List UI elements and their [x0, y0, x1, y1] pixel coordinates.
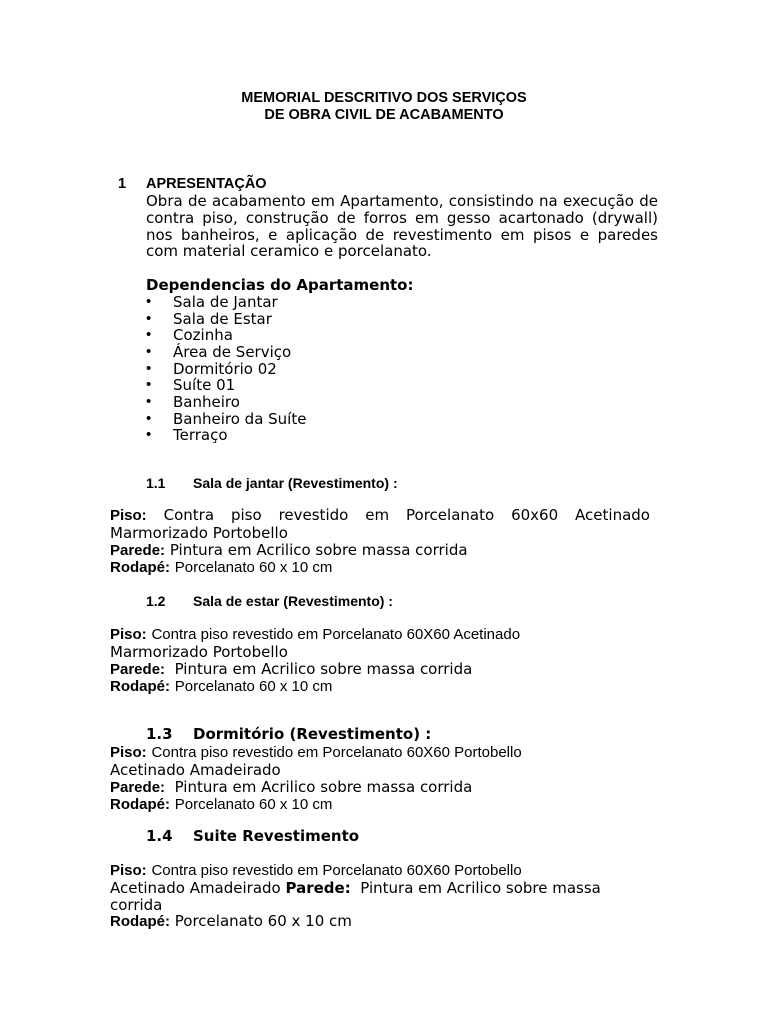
subsection-number: 1.4: [146, 827, 173, 845]
rodape-label: Rodapé:: [110, 559, 170, 577]
section-heading: [118, 176, 658, 193]
document-title-line-2: DE OBRA CIVIL DE ACABAMENTO: [264, 107, 504, 123]
parede-label: Parede:: [285, 878, 351, 897]
piso-label: Piso:: [110, 626, 147, 643]
parede-label: Parede:: [110, 541, 166, 559]
piso-line: [110, 507, 650, 525]
list-item: • Suíte 01: [146, 376, 236, 395]
bullet-icon: •: [146, 393, 152, 411]
bullet-icon: •: [146, 376, 152, 394]
spec-sala-jantar: [110, 507, 650, 577]
piso-line: [110, 862, 650, 880]
rodape-label: Rodapé:: [110, 913, 170, 931]
piso-label: Piso:: [110, 744, 147, 761]
rodape-value: Porcelanato 60 x 10 cm: [174, 678, 333, 696]
rodape-value: Porcelanato 60 x 10 cm: [174, 912, 352, 931]
parede-value: Pintura em Acrilico sobre massa corrida: [174, 777, 473, 796]
list-item: • Sala de Jantar: [146, 292, 278, 311]
piso-value: Contra piso revestido em Porcelanato 60X60 Portobello: [151, 862, 522, 879]
dependencies-title: Dependencias do Apartamento:: [146, 276, 414, 295]
bullet-icon: •: [146, 326, 152, 344]
piso-value-continued: Acetinado Amadeirado: [110, 760, 281, 779]
rodape-line: [110, 796, 650, 814]
parede-value: Pintura em Acrilico sobre massa corrida: [174, 659, 473, 678]
rodape-line: [110, 913, 650, 931]
parede-value: Pintura em Acrilico sobre massa: [360, 878, 601, 897]
piso-value: Contra piso revestido em Porcelanato 60X60 Acetinado: [151, 626, 521, 643]
dependencies-list: [146, 294, 658, 444]
piso-parede-line: [110, 880, 650, 897]
bullet-icon: •: [146, 309, 152, 327]
piso-value-continued: Acetinado Amadeirado: [110, 878, 281, 897]
spec-sala-estar: [110, 626, 650, 696]
rodape-line: [110, 559, 650, 577]
piso-label: Piso:: [110, 507, 147, 524]
subsection-title: Suite Revestimento: [193, 827, 360, 845]
list-item: • Banheiro: [146, 393, 240, 412]
section-apresentacao: [118, 176, 658, 444]
bullet-icon: •: [146, 426, 152, 444]
rodape-label: Rodapé:: [110, 678, 170, 696]
spec-dormitorio: [110, 744, 650, 814]
piso-line: [110, 744, 650, 762]
subsection-title: Sala de estar (Revestimento) :: [193, 593, 393, 609]
subsection-title: Dormitório (Revestimento) :: [193, 725, 432, 743]
piso-line: [110, 626, 650, 644]
subsection-title: Sala de jantar (Revestimento) :: [193, 475, 398, 491]
piso-value: Contra piso revestido em Porcelanato 60X60 Portobello: [151, 744, 522, 761]
bullet-icon: •: [146, 359, 152, 377]
rodape-line: [110, 678, 650, 696]
list-item: • Dormitório 02: [146, 359, 277, 378]
rodape-value: Porcelanato 60 x 10 cm: [174, 796, 333, 814]
list-item: • Terraço: [146, 426, 228, 445]
list-item: • Cozinha: [146, 326, 233, 345]
parede-line: [110, 779, 650, 797]
bullet-icon: •: [146, 409, 152, 427]
piso-value: Contra piso revestido em Porcelanato 60x60 Acetinado: [163, 506, 650, 524]
piso-value-continued: Marmorizado Portobello: [110, 642, 288, 661]
rodape-value: Porcelanato 60 x 10 cm: [174, 559, 333, 577]
intro-paragraph: Obra de acabamento em Apartamento, consistindo na execução de contra piso, construção de forros em gesso acartonado (drywall) nos banheiros, e aplicação de revestimento em pisos e paredes com material ceramico e porcelanato.: [146, 192, 658, 261]
spec-suite: [110, 862, 650, 931]
bullet-icon: •: [146, 292, 152, 310]
subsection-number: 1.2: [146, 593, 166, 609]
parede-line: [110, 661, 650, 679]
parede-label: Parede:: [110, 778, 166, 796]
rodape-label: Rodapé:: [110, 796, 170, 814]
document-title: [0, 90, 768, 124]
list-item: • Área de Serviço: [146, 343, 292, 362]
subsection-number: 1.3: [146, 725, 173, 743]
section-number: 1: [118, 176, 127, 192]
parede-value-continued: corrida: [110, 895, 163, 914]
list-item: • Sala de Estar: [146, 309, 272, 328]
parede-value: Pintura em Acrilico sobre massa corrida: [169, 540, 468, 559]
parede-label: Parede:: [110, 660, 166, 678]
piso-label: Piso:: [110, 862, 147, 879]
bullet-icon: •: [146, 343, 152, 361]
section-title: APRESENTAÇÃO: [146, 176, 267, 192]
list-item: • Banheiro da Suíte: [146, 409, 307, 428]
piso-value-continued: Marmorizado Portobello: [110, 523, 288, 542]
parede-line: [110, 542, 650, 560]
subsection-number: 1.1: [146, 475, 166, 491]
document-title-line-1: MEMORIAL DESCRITIVO DOS SERVIÇOS: [241, 90, 527, 106]
